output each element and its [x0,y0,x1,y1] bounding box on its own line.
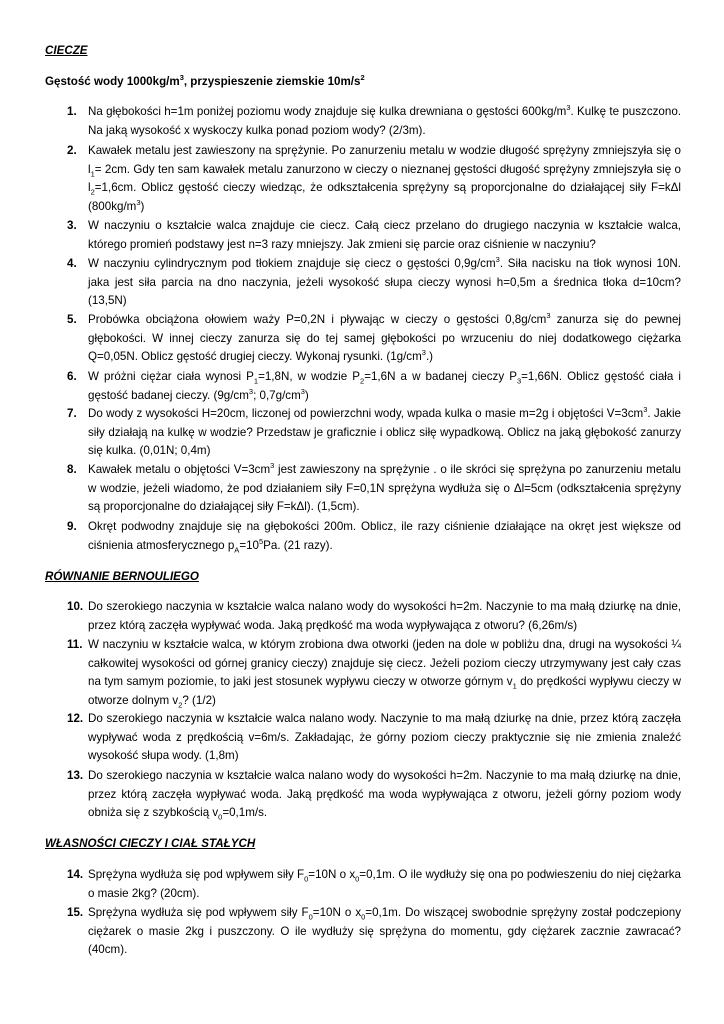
problem-number: 10. [67,600,84,613]
problem-7 [67,405,681,461]
problem-11 [67,636,681,710]
problem-15 [67,904,681,960]
problem-3 [67,217,681,254]
problem-text: Do szerokiego naczynia w kształcie walca nalano wody do wysokości h=2m. Naczynie to ma małą dziurkę na dnie, przez którą zaczęła wypływać woda. Jaką prędkość ma woda wypływająca z otworu, jeżeli górny poziom wody obniża się z szybkością $v_0=0,1m/s$. [88,769,681,822]
problem-text: W naczyniu cylindrycznym pod tłokiem znajduje się ciecz o gęstości $0,9g/cm^3$. Siła nacisku na tłok wynosi 10N. jaka jest siła parcia na dno naczynia, jeżeli wysokość słupa cieczy wynosi h=0,5m a średnica tłoka d=10cm? (13,5N) [88,255,681,307]
problem-text: Kawałek metalu jest zawieszony na sprężynie. Po zanurzeniu metalu w wodzie długość sprężyny zmniejszyła się o $l_1= 2cm$. Gdy ten sam kawałek metalu zanurzono w cieczy o nieznanej gęstości długość sprężyny zmniejszyła się o $l_2=1,6cm$. Oblicz gęstość cieczy wiedząc, że odkształcenia sprężyny są proporcjonalne do działającej siły F=kΔl $(800kg/m^3)$ [88,144,681,213]
problem-number: 3. [67,219,77,232]
intro-gravity-exponent: 2 [360,73,365,83]
problem-text: Okręt podwodny znajduje się na głębokości 200m. Oblicz, ile razy ciśnienie działające na okręt jest większe od ciśnienia atmosferycznego $p_A=10^5Pa$. (21 razy). [88,520,681,554]
problem-text: W naczyniu o kształcie walca znajduje cie ciecz. Całą ciecz przelano do drugiego naczynia w kształcie walca, którego promień podstawy jest n=3 razy mniejszy. Jak zmieni się parcie oraz ciśnienie w naczyniu? [88,219,681,251]
problem-text: Do wody z wysokości H=20cm, liczonej od powierzchni wody, wpada kulka o masie m=2g i objętości $V=3cm^3$. Jakie siły działają na kulkę w wodzie? Przedstaw je graficznie i oblicz siłę wypadkową. Oblicz na jaką głębokość zanurzy się kulka. (0,01N; 0,4m) [88,405,681,457]
problem-number: 14. [67,868,84,881]
problem-text: Kawałek metalu o objętości $V=3cm^3$ jest zawieszony na sprężynie . o ile skróci się sprężyna po zanurzeniu metalu w wodzie, jeżeli wiadomo, że pod działaniem siły F=0,1N sprężyna wydłuża się o Δl=5cm (odkształcenia sprężyny są proporcjonalne do działającej siły F=kΔl). (1,5cm). [88,461,681,513]
problem-number: 11. [67,638,83,651]
section-heading-ciecze: CIECZE [45,44,88,57]
problem-text: Sprężyna wydłuża się pod wpływem siły $F_0=10N$ o $x_0=0,1m$. Do wiszącej swobodnie sprężyny został podczepiony ciężarek o masie 2kg i puszczony. O ile wydłuży się sprężyna do momentu, gdy ciężarek zacznie zawracać? (40cm). [88,906,682,956]
problem-1 [67,103,681,140]
intro-density-exponent: 3 [179,73,184,83]
problem-number: 2. [67,144,77,157]
problem-9 [67,518,681,555]
problem-2 [67,142,681,216]
problem-text: Do szerokiego naczynia w kształcie walca nalano wody do wysokości h=2m. Naczynie to ma małą dziurkę na dnie, przez którą zaczęła wypływać woda. Jaką prędkość ma woda wypływająca z otworu? (6,26m/s) [88,600,681,632]
problem-number: 8. [67,463,77,476]
problem-number: 13. [67,769,84,782]
intro-gravity: , przyspieszenie ziemskie 10m/s [183,75,361,88]
problem-6 [67,368,681,405]
problem-number: 12. [67,712,84,725]
intro-line [45,75,365,88]
problem-number: 15. [67,906,84,919]
problem-text: Sprężyna wydłuża się pod wpływem siły $F_0=10N$ o $x_0=0,1m$. O ile wydłuży się ona po podwieszeniu do niej ciężarka o masie 2kg? (20cm). [88,868,681,900]
problem-5 [67,311,681,367]
problem-number: 7. [67,407,77,420]
section-heading-bernoulli: RÓWNANIE BERNOULIEGO [45,570,199,583]
problem-4 [67,255,681,311]
problem-text: W próżni ciężar ciała wynosi $P_1=1,8N$, w wodzie $P_2=1,6N$ a w badanej cieczy $P_3=1,66N$. Oblicz gęstość ciała i gęstość badanej cieczy. ($9g/cm^3$; $0,7g/cm^3$) [88,370,681,402]
problem-text: Do szerokiego naczynia w kształcie walca nalano wody. Naczynie to ma małą dziurkę na dnie, przez którą zaczęła wypływać woda z prędkością v=6m/s. Zakładając, że górny poziom cieczy praktycznie się nie zmienia znaleźć wysokość słupa wody. (1,8m) [88,712,681,762]
problem-12 [67,710,681,766]
problem-10 [67,598,681,635]
problem-text: W naczyniu w kształcie walca, w którym zrobiona dwa otworki (jeden na dole w pobliżu dna, drugi na wysokości ¼ całkowitej wysokości od górnej granicy cieczy) znajduje się ciecz. Jeżeli poziom cieczy utrzymywany jest cały czas na tym samym poziomie, to jaki jest stosunek wypływu cieczy w otworze górnym $v_1$ do prędkości wypływu cieczy w otworze dolnym $v_2$? (1/2) [88,638,681,709]
problem-14 [67,866,681,903]
problem-13 [67,767,681,823]
problem-number: 9. [67,520,77,533]
problem-number: 6. [67,370,77,383]
problem-text: Probówka obciążona ołowiem waży P=0,2N i pływając w cieczy o gęstości $0,8g/cm^3$ zanurza się do pewnej głębokości. W innej cieczy zanurza się do tej samej głębokości po wrzuceniu do niej dodatkowego ciężarka Q=0,05N. Oblicz gęstość drugiej cieczy. Wykonaj rysunki. $(1g/cm^3.)$ [88,311,681,363]
problem-8 [67,461,681,517]
section-heading-wlasnosci: WŁASNOŚCI CIECZY I CIAŁ STAŁYCH [45,837,256,850]
problem-number: 1. [67,105,77,118]
problem-text: Na głębokości h=1m poniżej poziomu wody znajduje się kulka drewniana o gęstości $600kg/m^3$. Kulkę te puszczono. Na jaką wysokość x wyskoczy kulka ponad poziom wody? (2/3m). [88,103,681,137]
intro-density: Gęstość wody 1000kg/m [45,75,180,88]
problem-number: 4. [67,257,77,270]
problem-number: 5. [67,313,77,326]
